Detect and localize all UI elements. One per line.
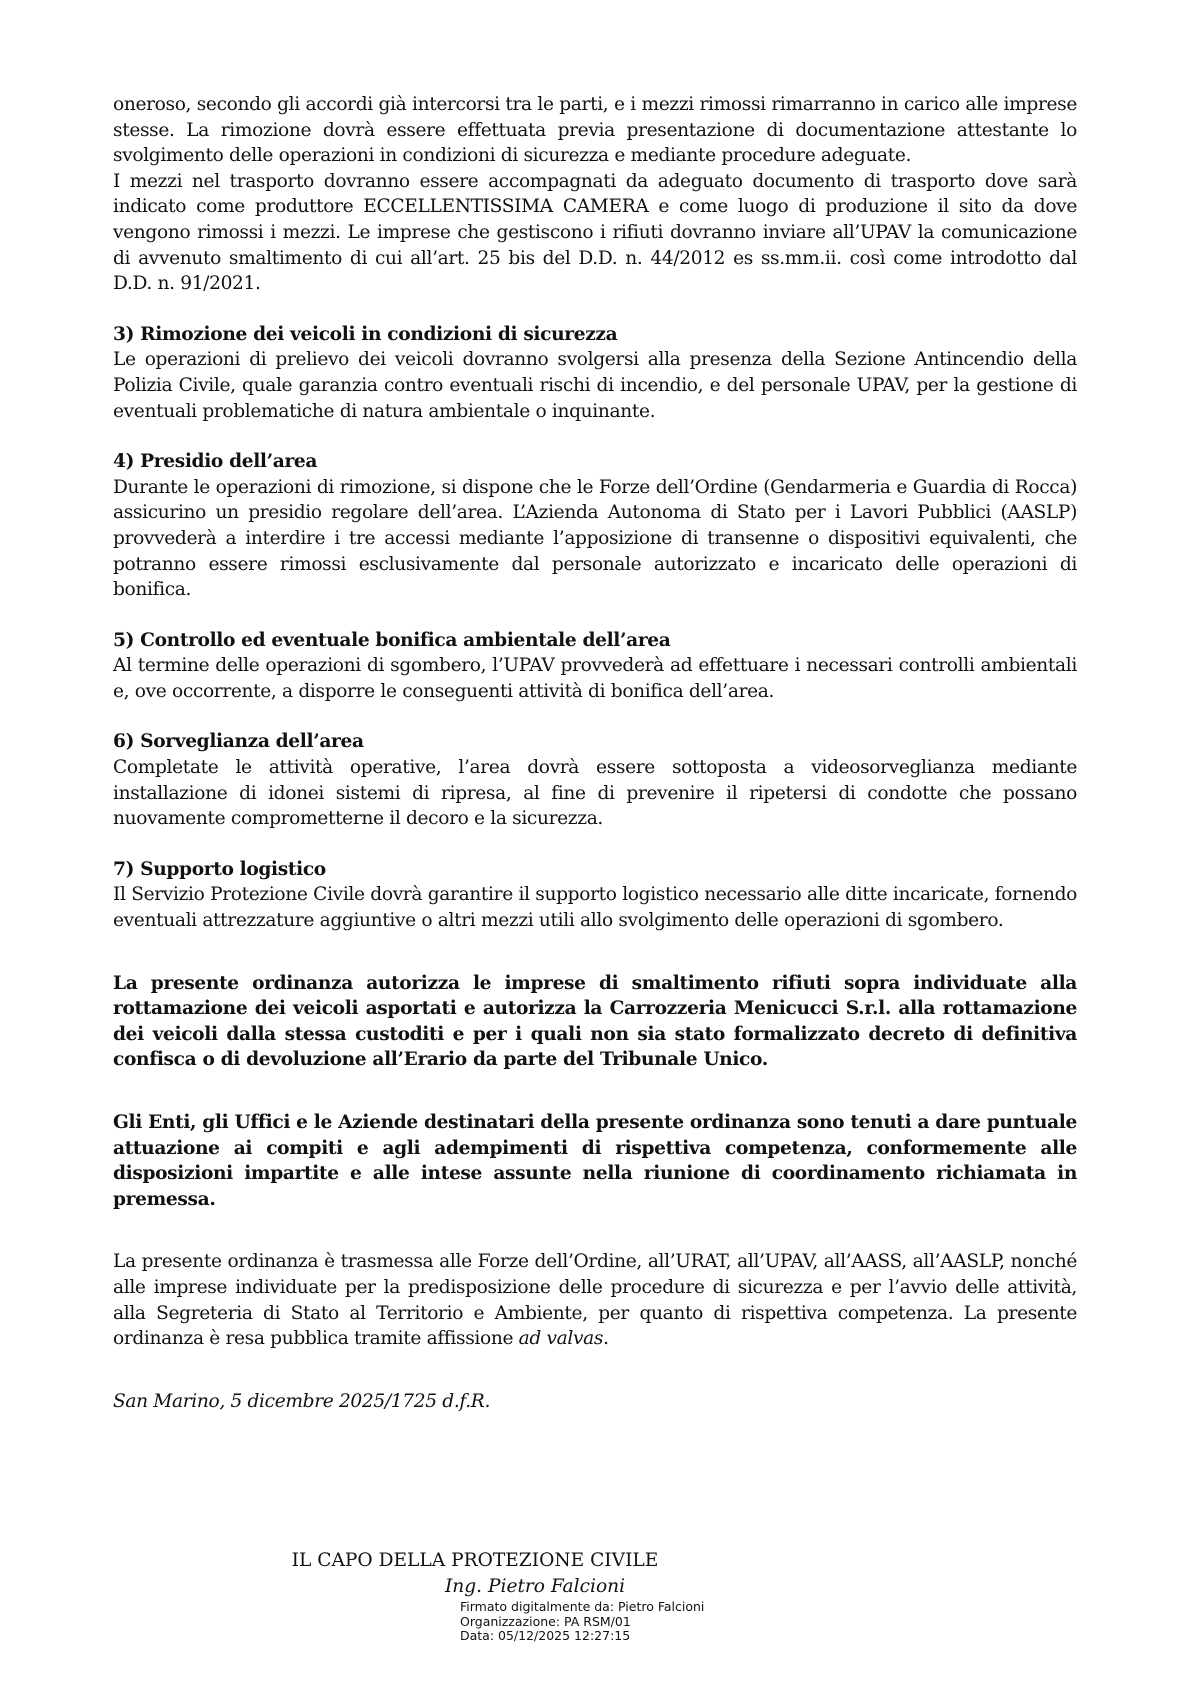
signatory-title: IL CAPO DELLA PROTEZIONE CIVILE <box>291 1550 659 1571</box>
digital-signed-by: Firmato digitalmente da: Pietro Falcioni <box>460 1599 705 1614</box>
section-body-3: Le operazioni di prelievo dei veicoli dovranno svolgersi alla presenza della Sezione Antincendio della Polizia Civile, quale garanzia contro eventuali rischi di incendio, e del personale UPAV, per la gestione di eventuali problematiche di natura ambientale o inquinante. <box>113 349 1077 422</box>
closing-text: La presente ordinanza è trasmessa alle Forze dell’Ordine, all’URAT, all’UPAV, all’AASS, all’AASLP, nonché alle imprese individuate per la predisposizione delle procedure di sicurezza e per l’avvio delle attività, alla Segreteria di Stato al Territorio e Ambiente, per quanto di rispettiva competenza. La presente ordinanza è resa pubblica tramite affissione <box>113 1251 1077 1350</box>
signature-block <box>113 1548 1077 1599</box>
bold-provisions <box>113 971 1077 1213</box>
section-body-6: Completate le attività operative, l’area dovrà essere sottoposta a videosorveglianza mediante installazione di idonei sistemi di ripresa, al fine di prevenire il ripetersi di condotte che possano nuovamente comprometterne il decoro e la sicurezza. <box>113 757 1077 830</box>
closing-italic: ad valvas <box>518 1328 604 1350</box>
intro-paragraph: oneroso, secondo gli accordi già intercorsi tra le parti, e i mezzi rimossi rimarranno in carico alle imprese stesse. La rimozione dovrà essere effettuata previa presentazione di documentazione attestante lo svolgimento delle operazioni in condizioni di sicurezza e mediante procedure adeguate. <box>113 94 1077 167</box>
section-heading-5: 5) Controllo ed eventuale bonifica ambientale dell’area <box>113 629 671 651</box>
place-date: San Marino, 5 dicembre 2025/1725 d.f.R. <box>113 1390 491 1412</box>
section-body-4: Durante le operazioni di rimozione, si dispone che le Forze dell’Ordine (Gendarmeria e Guardia di Rocca) assicurino un presidio regolare dell’area. L’Azienda Autonoma di Stato per i Lavori Pubblici (AASLP) provvederà a interdire i tre accessi mediante l’apposizione di transenne o dispositivi equivalenti, che potranno essere rimossi esclusivamente dal personale autorizzato e incaricato delle operazioni di bonifica. <box>113 476 1077 601</box>
digital-organization: Organizzazione: PA RSM/01 <box>460 1613 631 1629</box>
closing-paragraph <box>113 1249 1077 1351</box>
digital-date: Data: 05/12/2025 12:27:15 <box>460 1628 631 1643</box>
closing-end: . <box>603 1328 609 1350</box>
section-body-5: Al termine delle operazioni di sgombero, l’UPAV provvederà ad effettuare i necessari controlli ambientali e, ove occorrente, a disporre le conseguenti attività di bonifica dell’area. <box>113 655 1077 702</box>
digital-signature-stamp <box>460 1600 704 1644</box>
signatory-name: Ing. Pietro Falcioni <box>444 1575 626 1597</box>
section-heading-4: 4) Presidio dell’area <box>113 451 318 473</box>
body-column <box>113 92 1077 1414</box>
section-heading-3: 3) Rimozione dei veicoli in condizioni di sicurezza <box>113 323 618 345</box>
section-body-7: Il Servizio Protezione Civile dovrà garantire il supporto logistico necessario alle ditte incaricate, fornendo eventuali attrezzature aggiuntive o altri mezzi utili allo svolgimento delle operazioni di sgombero. <box>113 884 1077 932</box>
bold-paragraph-authorization: La presente ordinanza autorizza le imprese di smaltimento rifiuti sopra individuate alla rottamazione dei veicoli asportati e autorizza la Carrozzeria Menicucci S.r.l. alla rottamazione dei veicoli dalla stessa custoditi e per i quali non sia stato formalizzato decreto di definitiva confisca o di devoluzione all’Erario da parte del Tribunale Unico. <box>113 972 1077 1071</box>
section-heading-7: 7) Supporto logistico <box>113 858 326 880</box>
intro-paragraph: I mezzi nel trasporto dovranno essere accompagnati da adeguato documento di trasporto dove sarà indicato come produttore ECCELLENTISSIMA CAMERA e come luogo di produzione il sito da dove vengono rimossi i mezzi. Le imprese che gestiscono i rifiuti dovranno inviare all’UPAV la comunicazione di avvenuto smaltimento di cui all’art. 25 bis del D.D. n. 44/2012 es ss.mm.ii. così come introdotto dal D.D. n. 91/2021. <box>113 170 1077 295</box>
section-heading-6: 6) Sorveglianza dell’area <box>113 731 364 753</box>
bold-paragraph-obligations: Gli Enti, gli Uffici e le Aziende destinatari della presente ordinanza sono tenuti a dare puntuale attuazione ai compiti e agli adempimenti di rispettiva competenza, conformemente alle disposizioni impartite e alle intese assunte nella riunione di coordinamento richiamata in premessa. <box>113 1112 1077 1210</box>
